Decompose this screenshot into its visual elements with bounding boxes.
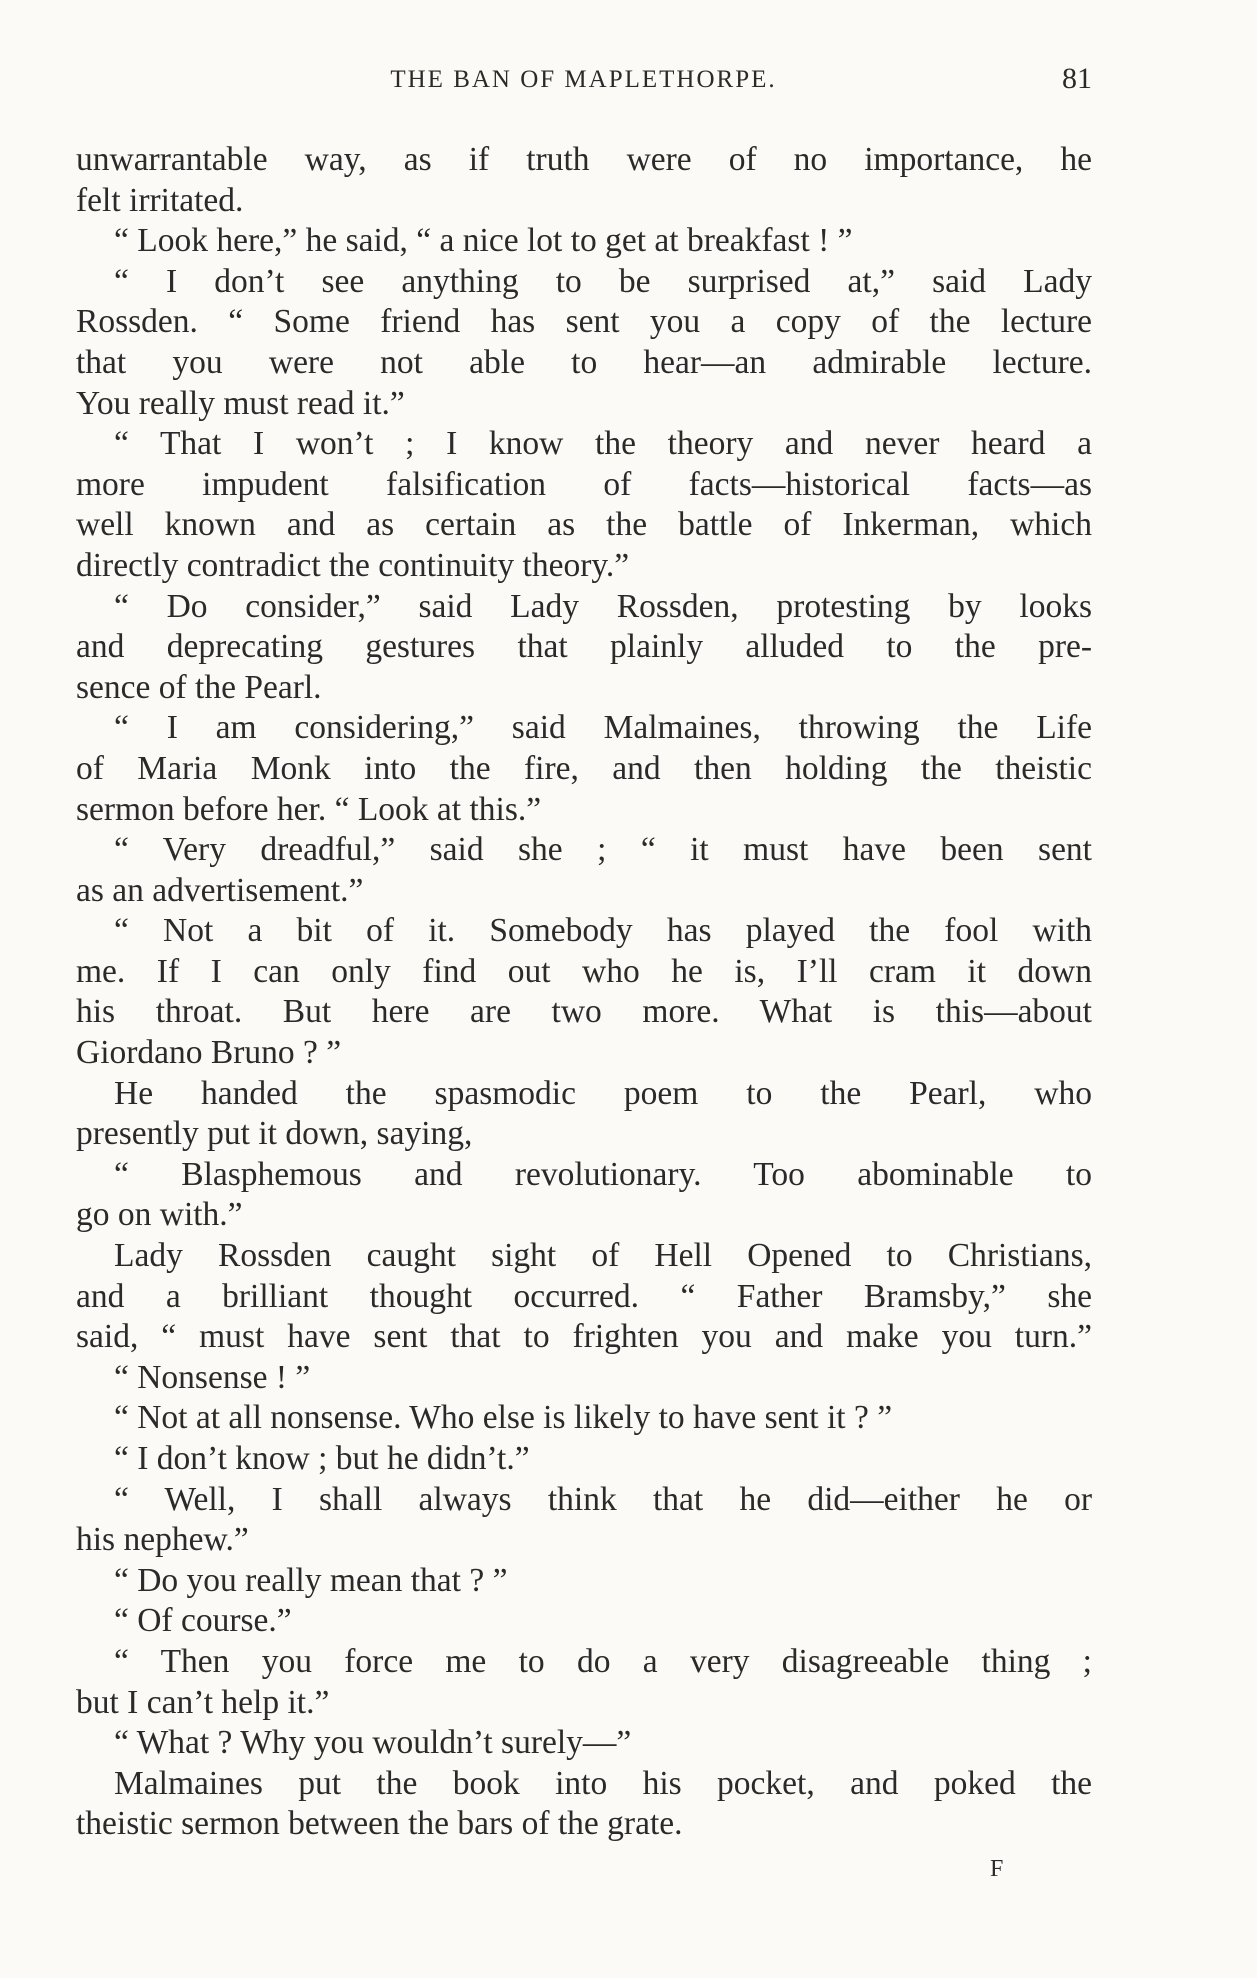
text-line: “ Not a bit of it. Somebody has played the fool with xyxy=(114,912,1092,950)
text-line: “ Very dreadful,” said she ; “ it must have been sent xyxy=(114,831,1092,869)
text-line: presently put it down, saying, xyxy=(76,1115,473,1153)
text-line: as an advertisement.” xyxy=(76,871,364,909)
text-line: and deprecating gestures that plainly alluded to the pre- xyxy=(76,628,1092,666)
text-line: his throat. But here are two more. What is this—about xyxy=(76,993,1092,1031)
text-line: “ What ? Why you wouldn’t surely—” xyxy=(114,1724,632,1762)
text-line: Rossden. “ Some friend has sent you a copy of the lecture xyxy=(76,303,1092,341)
text-line: “ I don’t see anything to be surprised at,” said Lady xyxy=(114,262,1092,300)
text-line: Giordano Bruno ? ” xyxy=(76,1034,342,1072)
text-line: “ Do consider,” said Lady Rossden, protesting by looks xyxy=(114,587,1092,625)
text-line: “ Blasphemous and revolutionary. Too abominable to xyxy=(114,1155,1092,1193)
text-line: that you were not able to hear—an admirable lecture. xyxy=(76,343,1092,381)
text-line: said, “ must have sent that to frighten you and make you turn.” xyxy=(76,1318,1092,1356)
text-line: “ Not at all nonsense. Who else is likely to have sent it ? ” xyxy=(114,1399,893,1437)
text-line: of Maria Monk into the fire, and then holding the theistic xyxy=(76,749,1092,787)
text-line: Lady Rossden caught sight of Hell Opened to Christians, xyxy=(114,1237,1092,1275)
text-line: but I can’t help it.” xyxy=(76,1683,330,1721)
text-line: “ Of course.” xyxy=(114,1602,292,1640)
running-title: THE BAN OF MAPLETHORPE. xyxy=(390,66,777,93)
body-text xyxy=(76,140,1092,1845)
text-line: go on with.” xyxy=(76,1196,243,1234)
text-line: directly contradict the continuity theory.” xyxy=(76,546,630,584)
text-line: “ Well, I shall always think that he did—either he or xyxy=(114,1480,1092,1518)
text-line: and a brilliant thought occurred. “ Father Bramsby,” she xyxy=(76,1277,1092,1315)
text-line: He handed the spasmodic poem to the Pearl, who xyxy=(114,1074,1092,1112)
text-line: me. If I can only find out who he is, I’ll cram it down xyxy=(76,952,1092,990)
text-line: more impudent falsification of facts—historical facts—as xyxy=(76,465,1092,503)
text-line: well known and as certain as the battle of Inkerman, which xyxy=(76,506,1092,544)
text-line: “ That I won’t ; I know the theory and never heard a xyxy=(114,425,1092,463)
text-line: “ I am considering,” said Malmaines, throwing the Life xyxy=(114,709,1092,747)
running-head xyxy=(75,62,1092,102)
text-line: “ Look here,” he said, “ a nice lot to get at breakfast ! ” xyxy=(114,222,853,260)
page-number: 81 xyxy=(1062,62,1092,95)
text-line: sence of the Pearl. xyxy=(76,668,322,706)
text-line: theistic sermon between the bars of the grate. xyxy=(76,1805,683,1843)
text-line: felt irritated. xyxy=(76,181,244,219)
signature-mark: F xyxy=(990,1856,1004,1882)
text-line: “ Nonsense ! ” xyxy=(114,1358,311,1396)
text-line: “ Then you force me to do a very disagreeable thing ; xyxy=(114,1642,1092,1680)
text-line: You really must read it.” xyxy=(76,384,405,422)
text-line: unwarrantable way, as if truth were of no importance, he xyxy=(76,141,1092,178)
text-line: sermon before her. “ Look at this.” xyxy=(76,790,542,828)
text-line: “ I don’t know ; but he didn’t.” xyxy=(114,1440,530,1477)
text-line: his nephew.” xyxy=(76,1521,249,1559)
text-line: Malmaines put the book into his pocket, and poked the xyxy=(114,1764,1092,1802)
text-line: “ Do you really mean that ? ” xyxy=(114,1561,508,1599)
